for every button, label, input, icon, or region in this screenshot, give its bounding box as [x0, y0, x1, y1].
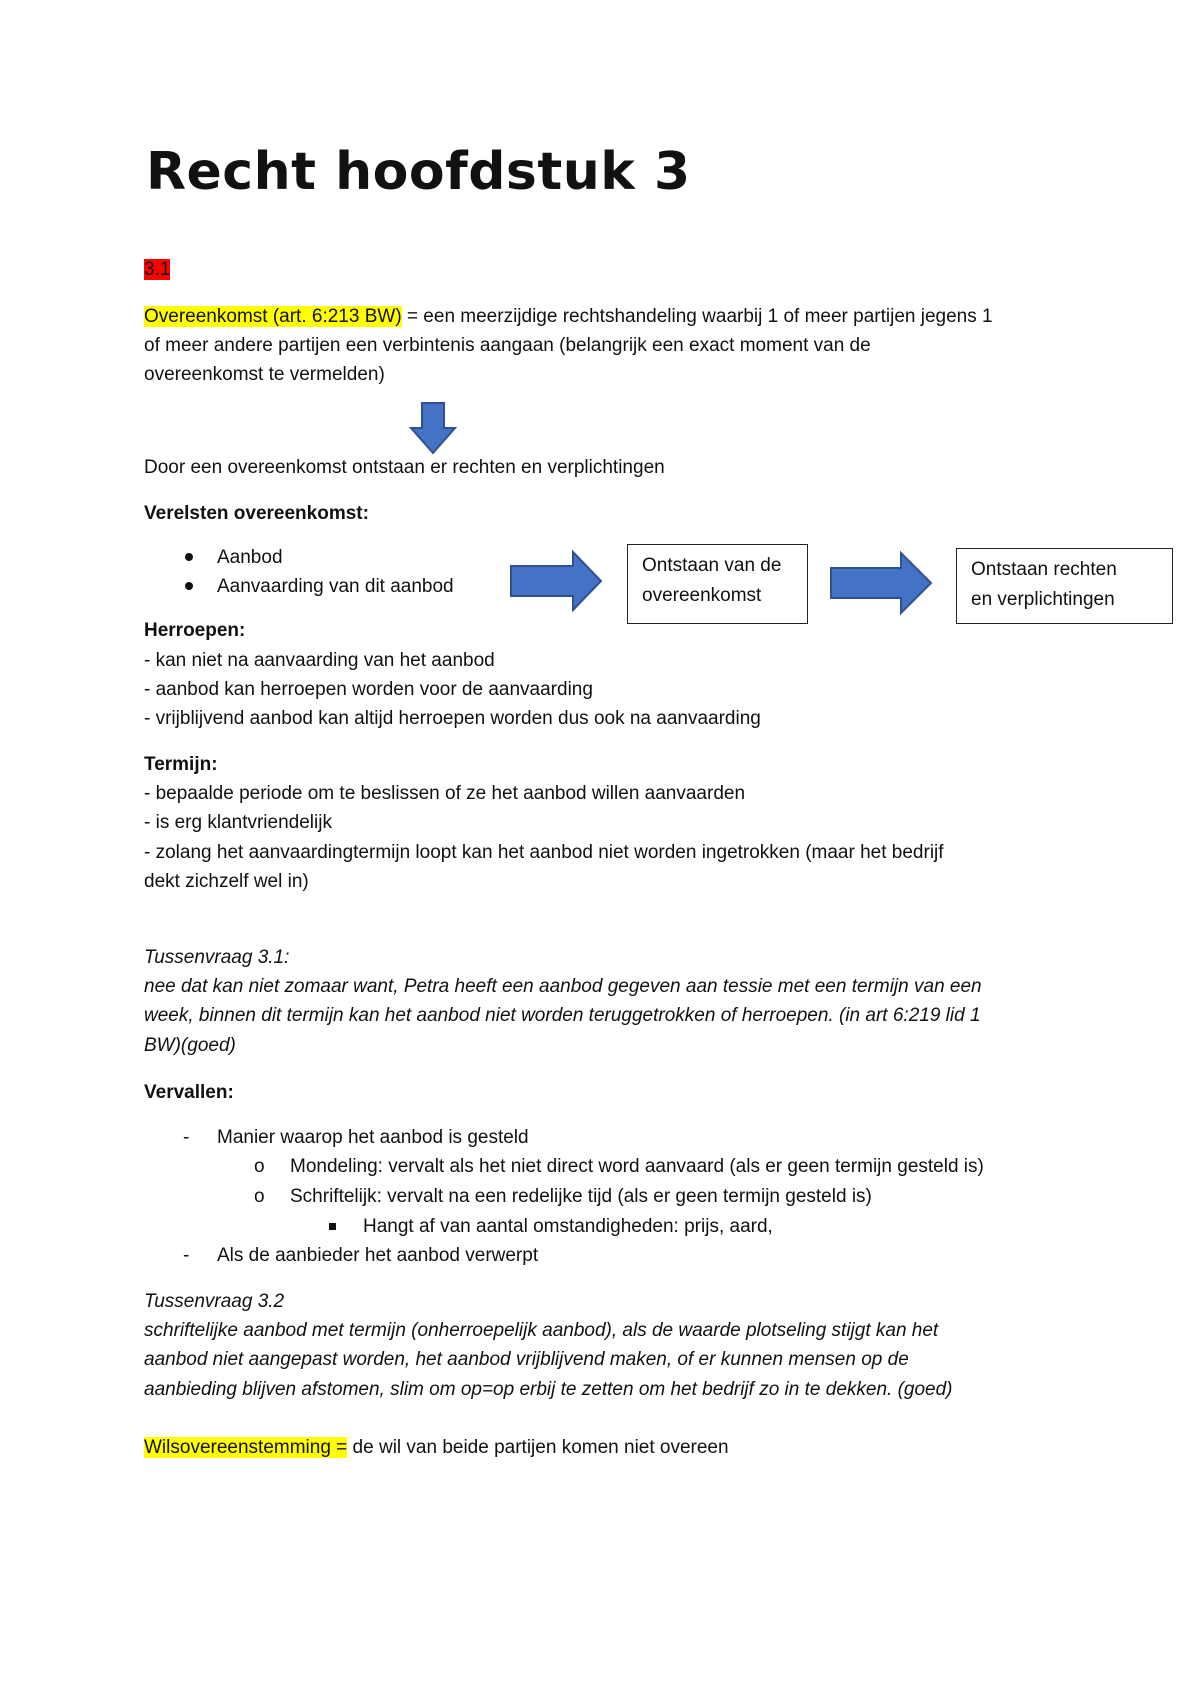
right-arrow-icon — [510, 551, 602, 611]
vervallen-item: Als de aanbieder het aanbod verwerpt — [217, 1245, 539, 1266]
definition-term: Overeenkomst (art. 6:213 BW) — [144, 306, 402, 327]
result-line: Door een overeenkomst ontstaan er rechten en verplichtingen — [144, 457, 665, 478]
herroepen-line: - aanbod kan herroepen worden voor de aanvaarding — [144, 679, 593, 700]
vereisten-item: Aanvaarding van dit aanbod — [217, 576, 454, 597]
square-bullet-icon — [329, 1223, 336, 1230]
definition-line-1: Overeenkomst (art. 6:213 BW) = een meerzijdige rechtshandeling waarbij 1 of meer partijen jegens 1 — [144, 306, 993, 327]
tussenvraag-1-line: BW)(goed) — [144, 1035, 236, 1056]
dash-marker: - — [183, 1245, 190, 1266]
section-label: 3.1 — [144, 259, 171, 280]
circle-marker: o — [254, 1156, 265, 1177]
herroepen-heading: Herroepen: — [144, 620, 246, 641]
wilsovereenstemming-term: Wilsovereenstemming = — [144, 1437, 348, 1458]
termijn-line: - bepaalde periode om te beslissen of ze het aanbod willen aanvaarden — [144, 783, 746, 804]
tussenvraag-2-line: aanbod niet aangepast worden, het aanbod vrijblijvend maken, of er kunnen mensen op de — [144, 1349, 909, 1370]
tussenvraag-1-label: Tussenvraag 3.1: — [144, 947, 290, 968]
definition-line-2: of meer andere partijen een verbintenis aangaan (belangrijk een exact moment van de — [144, 335, 871, 356]
dash-marker: - — [183, 1127, 190, 1148]
vervallen-heading: Vervallen: — [144, 1082, 234, 1103]
termijn-line: dekt zichzelf wel in) — [144, 871, 309, 892]
herroepen-line: - vrijblijvend aanbod kan altijd herroepen worden dus ook na aanvaarding — [144, 708, 761, 729]
tussenvraag-1-line: week, binnen dit termijn kan het aanbod niet worden teruggetrokken of herroepen. (in art 6:219 lid 1 — [144, 1005, 981, 1026]
tussenvraag-2-line: aanbieding blijven afstomen, slim om op=op erbij te zetten om het bedrijf zo in te dekken. (goed) — [144, 1379, 953, 1400]
flow-box-ontstaan-overeenkomst: Ontstaan van de overeenkomst — [627, 544, 808, 624]
vervallen-subitem: Mondeling: vervalt als het niet direct word aanvaard (als er geen termijn gesteld is) — [290, 1156, 984, 1177]
circle-marker: o — [254, 1186, 265, 1207]
vereisten-heading: Verelsten overeenkomst: — [144, 503, 369, 524]
page-title: Recht hoofdstuk 3 — [146, 142, 691, 202]
termijn-line: - zolang het aanvaardingtermijn loopt kan het aanbod niet worden ingetrokken (maar het bedrijf — [144, 842, 944, 863]
tussenvraag-1-line: nee dat kan niet zomaar want, Petra heeft een aanbod gegeven aan tessie met een termijn van een — [144, 976, 982, 997]
tussenvraag-2-line: schriftelijke aanbod met termijn (onherroepelijk aanbod), als de waarde plotseling stijgt kan het — [144, 1320, 939, 1341]
herroepen-line: - kan niet na aanvaarding van het aanbod — [144, 650, 495, 671]
tussenvraag-2-label: Tussenvraag 3.2 — [144, 1291, 285, 1312]
wilsovereenstemming-line: Wilsovereenstemming = de wil van beide partijen komen niet overeen — [144, 1437, 729, 1458]
termijn-heading: Termijn: — [144, 754, 218, 775]
down-arrow-icon — [410, 402, 456, 454]
definition-line-3: overeenkomst te vermelden) — [144, 364, 385, 385]
vervallen-subitem: Schriftelijk: vervalt na een redelijke tijd (als er geen termijn gesteld is) — [290, 1186, 872, 1207]
vereisten-item: Aanbod — [217, 547, 283, 568]
termijn-line: - is erg klantvriendelijk — [144, 812, 332, 833]
flow-box-ontstaan-rechten: Ontstaan rechten en verplichtingen — [956, 548, 1173, 624]
right-arrow-icon — [830, 552, 932, 614]
bullet-dot-icon — [185, 553, 193, 561]
vervallen-item: Manier waarop het aanbod is gesteld — [217, 1127, 529, 1148]
vervallen-subsubitem: Hangt af van aantal omstandigheden: prijs, aard, — [363, 1216, 773, 1237]
bullet-dot-icon — [185, 582, 193, 590]
